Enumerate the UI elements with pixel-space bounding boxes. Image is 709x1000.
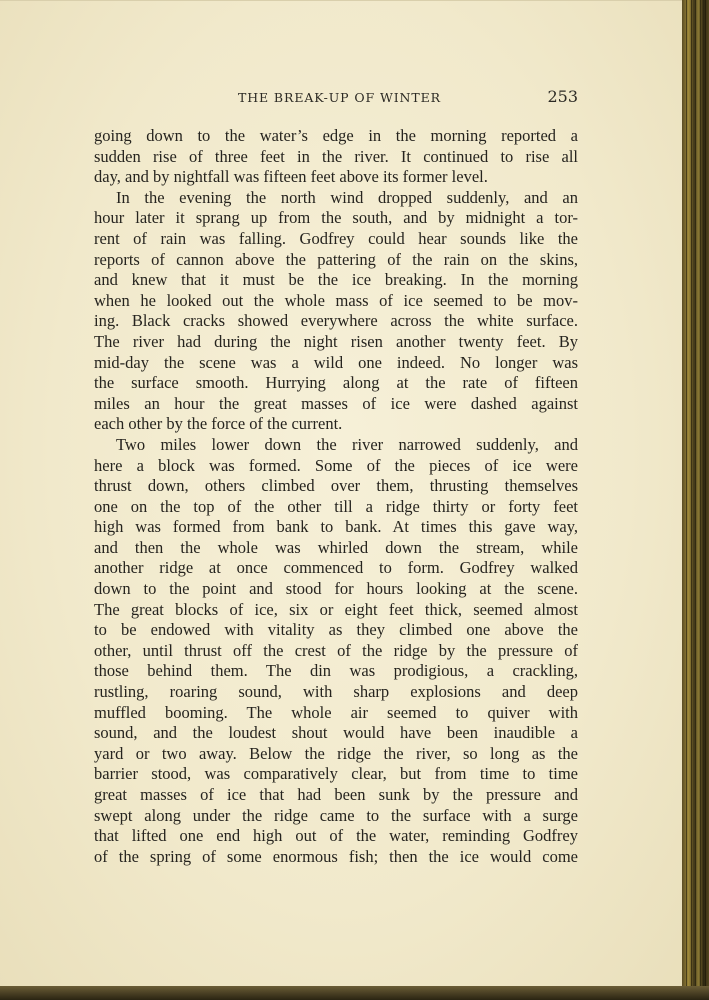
text-line: down to the point and stood for hours looking at the scene. (94, 579, 578, 599)
text-line: going down to the water’s edge in the morning reported a (94, 126, 578, 145)
text-line: thrust down, others climbed over them, thrusting themselves (94, 476, 578, 496)
text-line: and knew that it must be the ice breaking. In the morning (94, 270, 578, 290)
text-line: The river had during the night risen another twenty feet. By (94, 331, 578, 351)
text-line: when he looked out the whole mass of ice seemed to be mov- (94, 290, 578, 310)
text-line: those behind them. The din was prodigious, a crackling, (94, 661, 578, 681)
text-line: sudden rise of three feet in the river. It continued to rise all (94, 146, 578, 166)
text-line: The great blocks of ice, six or eight feet thick, seemed almost (94, 599, 578, 619)
page-number: 253 (547, 87, 578, 106)
text-line: one on the top of the other till a ridge thirty or forty feet (94, 496, 578, 516)
page-header (94, 87, 578, 109)
text-line: reports of cannon above the pattering of the rain on the skins, (94, 249, 578, 269)
text-line: ing. Black cracks showed everywhere across the white surface. (94, 311, 578, 331)
body-text (94, 126, 578, 867)
text-line: of the spring of some enormous fish; then the ice would come (94, 846, 578, 866)
text-line: high was formed from bank to bank. At times this gave way, (94, 517, 578, 537)
text-line: barrier stood, was comparatively clear, but from time to time (94, 764, 578, 784)
text-line: muffled booming. The whole air seemed to quiver with (94, 702, 578, 722)
text-line: hour later it sprang up from the south, and by midnight a tor- (94, 208, 578, 228)
text-line: In the evening the north wind dropped suddenly, and an (116, 187, 578, 207)
text-line: the surface smooth. Hurrying along at the rate of fifteen (94, 373, 578, 393)
text-line: great masses of ice that had been sunk by the pressure and (94, 785, 578, 804)
text-line: sound, and the loudest shout would have been inaudible a (94, 723, 578, 743)
text-line: Two miles lower down the river narrowed suddenly, and (116, 434, 578, 454)
text-line: to be endowed with vitality as they climbed one above the (94, 620, 578, 640)
text-line: and then the whole was whirled down the stream, while (94, 537, 578, 557)
page-edge-shadow (682, 0, 709, 1000)
bottom-edge-shadow (0, 986, 709, 1000)
text-line: yard or two away. Below the ridge the river, so long as the (94, 743, 578, 763)
text-line: day, and by nightfall was fifteen feet above its former level. (94, 167, 488, 187)
running-head: THE BREAK-UP OF WINTER (238, 90, 441, 105)
text-line: swept along under the ridge came to the surface with a surge (94, 805, 578, 825)
text-line: rent of rain was falling. Godfrey could hear sounds like the (94, 228, 578, 248)
text-line: another ridge at once commenced to form. Godfrey walked (94, 558, 578, 578)
text-line: mid-day the scene was a wild one indeed. No longer was (94, 352, 578, 372)
text-line: here a block was formed. Some of the pieces of ice were (94, 455, 578, 475)
text-line: other, until thrust off the crest of the ridge by the pressure of (94, 640, 578, 660)
text-line: each other by the force of the current. (94, 414, 343, 434)
text-line: rustling, roaring sound, with sharp explosions and deep (94, 682, 578, 702)
text-line: miles an hour the great masses of ice were dashed against (94, 393, 578, 413)
text-line: that lifted one end high out of the water, reminding Godfrey (94, 826, 578, 846)
